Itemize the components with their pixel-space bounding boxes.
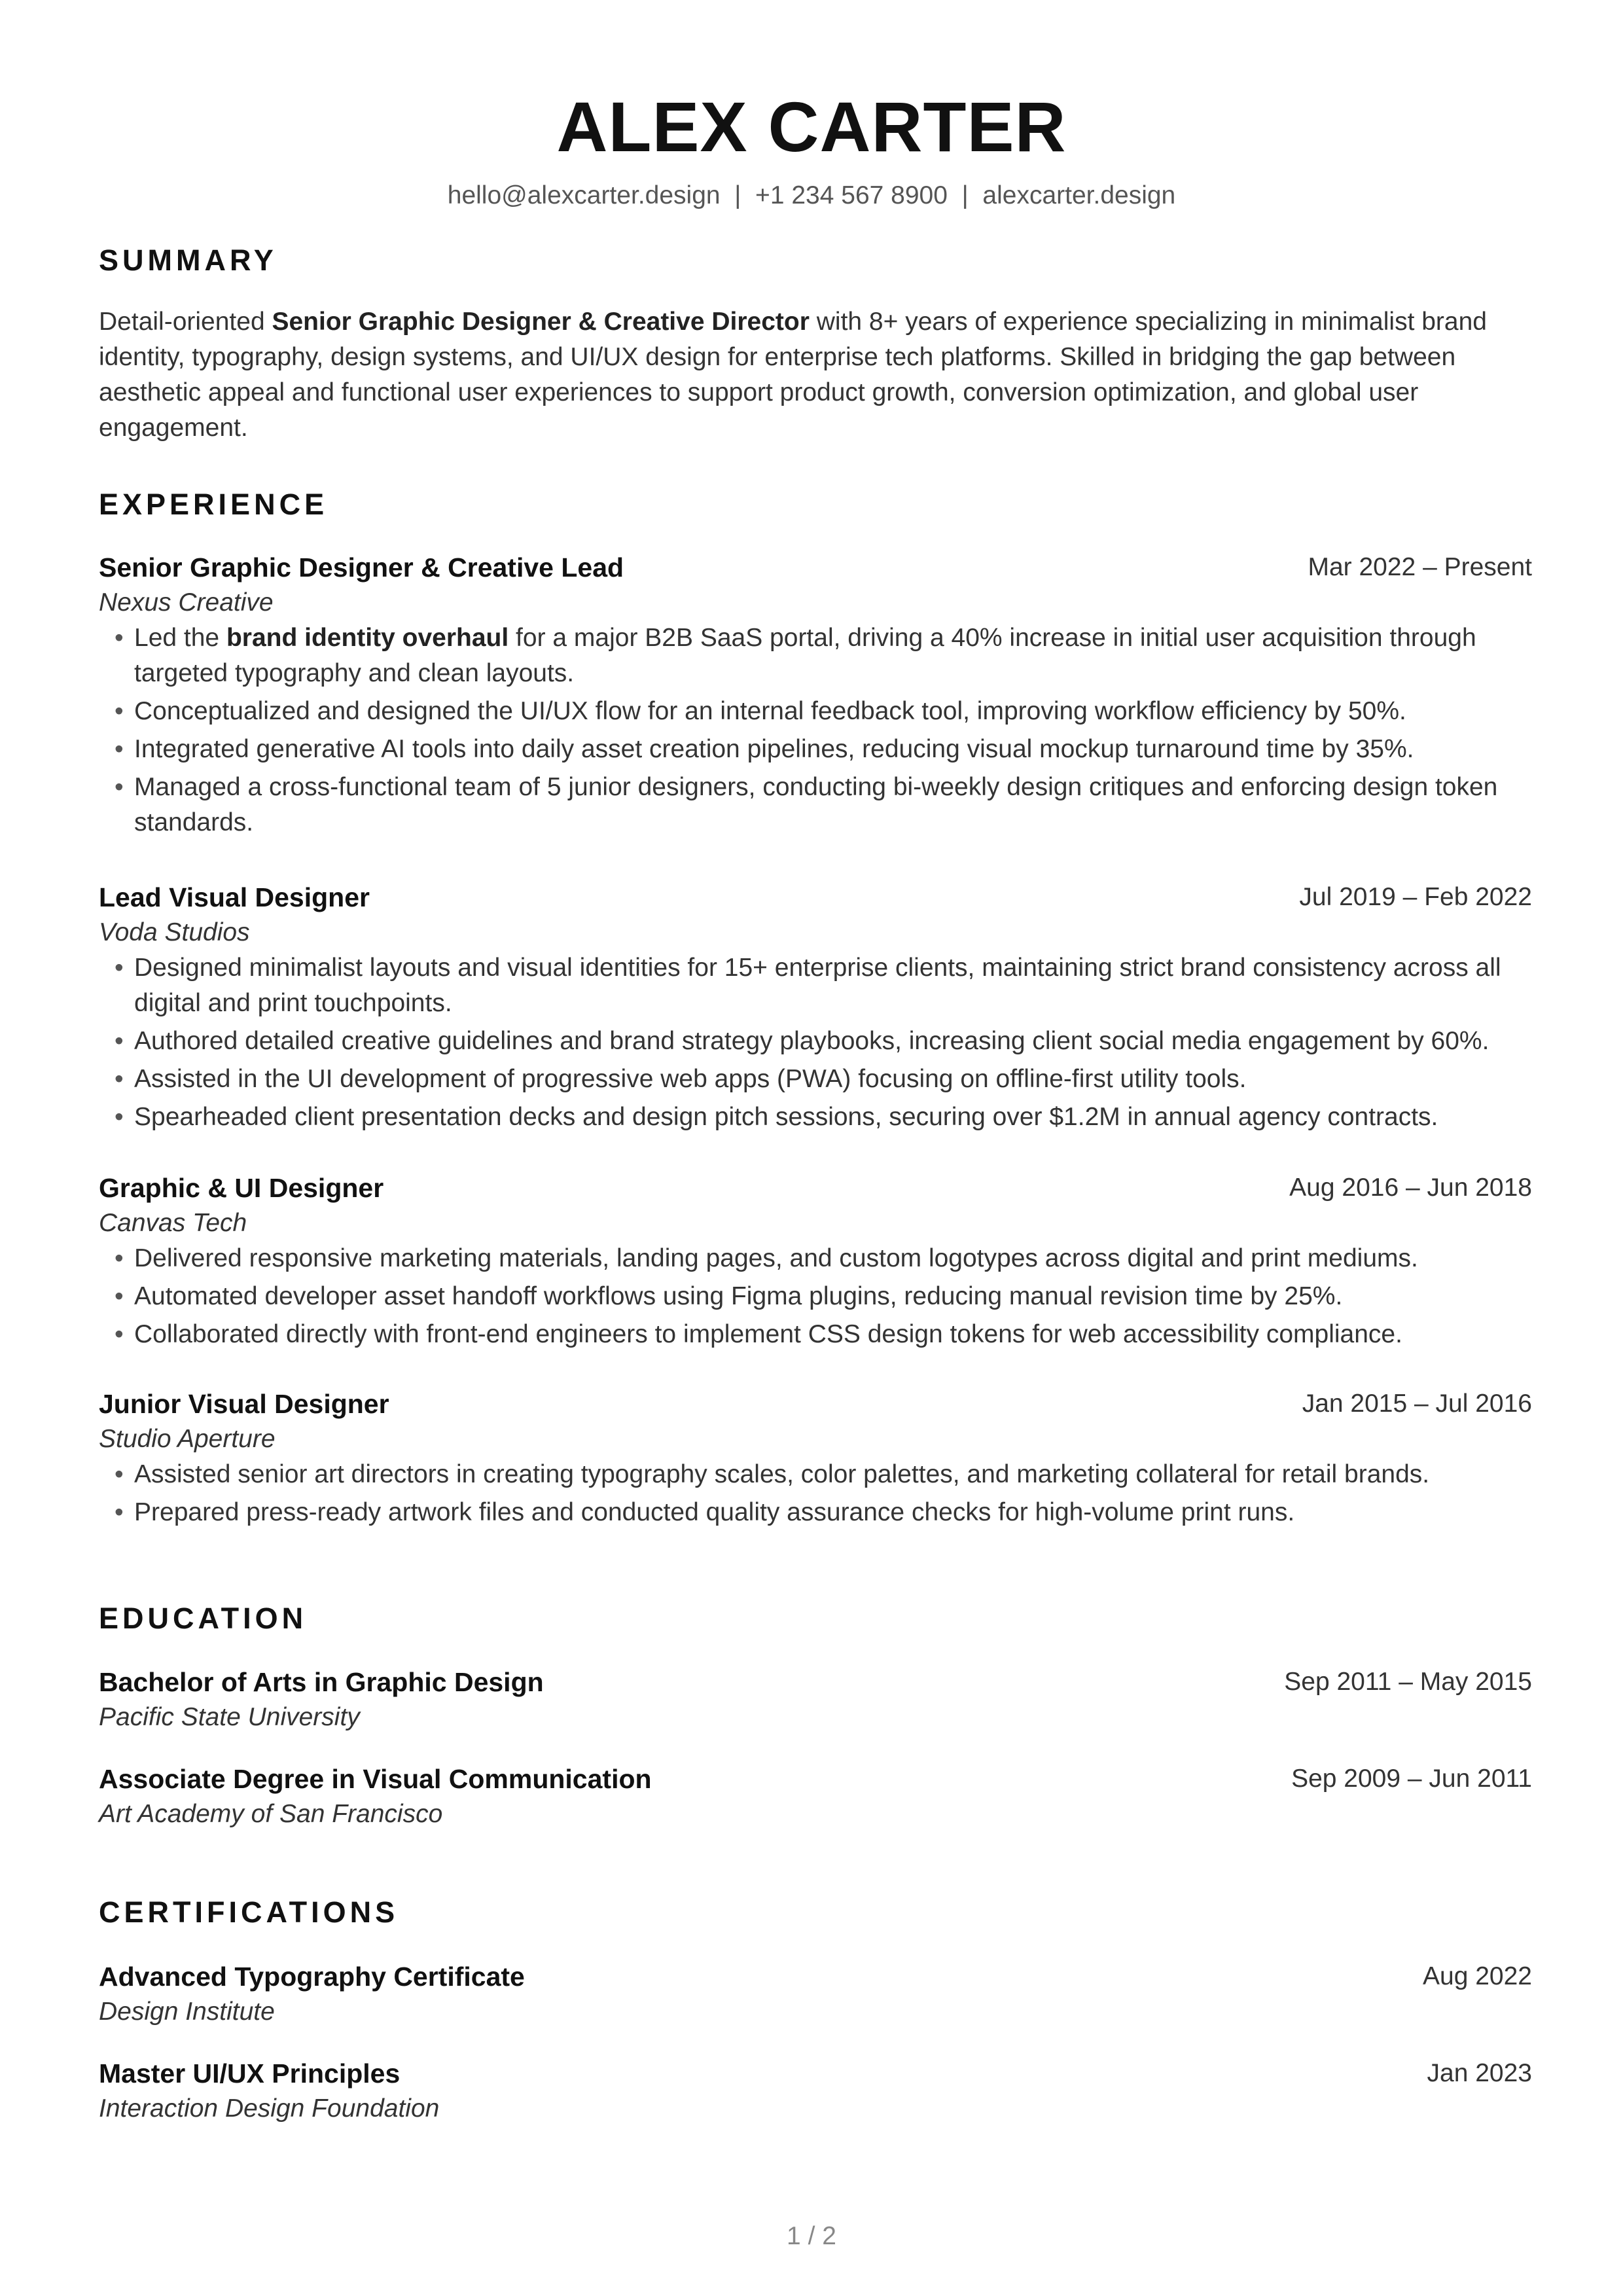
bullet-item (99, 1241, 1532, 1276)
certification-title: Master UI/UX Principles (99, 2058, 401, 2089)
bullet-icon: • (115, 1244, 124, 1272)
bullet-text: Delivered responsive marketing materials, landing pages, and custom logotypes across digital and print mediums. (134, 1244, 1418, 1272)
bullet-item (99, 770, 1532, 840)
experience-entry (99, 880, 1532, 1138)
job-title: Senior Graphic Designer & Creative Lead (99, 552, 624, 583)
bullet-text: Assisted in the UI development of progressive web apps (PWA) focusing on offline-first utility tools. (134, 1065, 1247, 1093)
bullet-text: Managed a cross-functional team of 5 junior designers, conducting bi-weekly design critiques and enforcing design token standards. (134, 773, 1498, 836)
bullet-text: Collaborated directly with front-end engineers to implement CSS design tokens for web accessibility compliance. (134, 1320, 1402, 1348)
candidate-name: ALEX CARTER (556, 87, 1067, 166)
company-name: Canvas Tech (99, 1209, 247, 1237)
certification-entry (99, 2056, 1532, 2126)
bullet-icon: • (115, 624, 124, 652)
bullet-text: Assisted senior art directors in creating typography scales, color palettes, and marketing collateral for retail brands. (134, 1460, 1430, 1488)
bullet-icon: • (115, 1065, 124, 1093)
bullet-icon: • (115, 1460, 124, 1488)
certification-title: Advanced Typography Certificate (99, 1962, 525, 1992)
bullet-item (99, 1279, 1532, 1314)
bullet-text: Designed minimalist layouts and visual identities for 15+ enterprise clients, maintaining strict brand consistency across all digital and print touchpoints. (134, 954, 1501, 1017)
experience-entry (99, 550, 1532, 843)
section-heading-experience: EXPERIENCE (99, 488, 329, 521)
certification-date: Aug 2022 (1423, 1962, 1532, 1990)
experience-entry (99, 1170, 1532, 1355)
summary-text-bold: Senior Graphic Designer & Creative Director (272, 308, 810, 336)
degree-title: Bachelor of Arts in Graphic Design (99, 1667, 544, 1697)
institution-name: Pacific State University (99, 1703, 360, 1731)
bullet-item (99, 1317, 1532, 1352)
bullet-item (99, 732, 1532, 767)
bullet-icon: • (115, 1027, 124, 1055)
certification-date: Jan 2023 (1427, 2059, 1532, 2087)
bullet-item (99, 1024, 1532, 1059)
bullet-list (99, 950, 1532, 1135)
bullet-text: Automated developer asset handoff workflows using Figma plugins, reducing manual revision time by 25%. (134, 1282, 1343, 1310)
bullet-icon: • (115, 1498, 124, 1526)
issuer-name: Design Institute (99, 1998, 275, 2026)
bullet-text-end: for a major B2B SaaS portal, driving a 40% increase in initial user acquisition through targeted typography and clean layouts. (134, 624, 1476, 687)
experience-entry (99, 1386, 1532, 1533)
job-date: Jul 2019 – Feb 2022 (1299, 883, 1532, 911)
institution-name: Art Academy of San Francisco (99, 1800, 443, 1828)
education-date: Sep 2009 – Jun 2011 (1291, 1765, 1532, 1793)
contact-line: hello@alexcarter.design | +1 234 567 8900 | alexcarter.design (447, 181, 1176, 209)
degree-title: Associate Degree in Visual Communication (99, 1764, 652, 1794)
summary-paragraph (99, 304, 1532, 446)
company-name: Nexus Creative (99, 588, 274, 617)
bullet-icon: • (115, 773, 124, 801)
bullet-icon: • (115, 954, 124, 982)
job-title: Graphic & UI Designer (99, 1173, 384, 1203)
bullet-icon: • (115, 735, 124, 763)
bullet-text: Conceptualized and designed the UI/UX flow for an internal feedback tool, improving workflow efficiency by 50%. (134, 697, 1406, 725)
bullet-item (99, 694, 1532, 729)
bullet-icon: • (115, 697, 124, 725)
summary-text-start: Detail-oriented (99, 308, 272, 336)
company-name: Studio Aperture (99, 1425, 276, 1453)
bullet-text-start: Led the (134, 624, 226, 652)
bullet-list (99, 1241, 1532, 1352)
job-title: Lead Visual Designer (99, 882, 370, 912)
bullet-text: Authored detailed creative guidelines and brand strategy playbooks, increasing client social media engagement by 60%. (134, 1027, 1489, 1055)
bullet-icon: • (115, 1320, 124, 1348)
section-heading-summary: SUMMARY (99, 243, 277, 277)
section-heading-education: EDUCATION (99, 1602, 308, 1635)
certification-entry (99, 1959, 1532, 2030)
bullet-item (99, 950, 1532, 1021)
job-date: Jan 2015 – Jul 2016 (1302, 1390, 1532, 1418)
bullet-icon: • (115, 1103, 124, 1131)
bullet-text-bold: brand identity overhaul (226, 624, 509, 652)
education-entry (99, 1761, 1532, 1832)
bullet-text: Prepared press-ready artwork files and conducted quality assurance checks for high-volume print runs. (134, 1498, 1295, 1526)
summary-text-end: with 8+ years of experience specializing in minimalist brand identity, typography, design systems, and UI/UX design for enterprise tech platforms. Skilled in bridging the gap between aesthetic appeal and functional user experiences to support product growth, conversion optimization, and global user engagement. (99, 308, 1487, 442)
job-title: Junior Visual Designer (99, 1389, 389, 1419)
education-date: Sep 2011 – May 2015 (1284, 1668, 1532, 1696)
bullet-item (99, 1495, 1532, 1530)
bullet-list (99, 620, 1532, 840)
job-date: Mar 2022 – Present (1308, 553, 1532, 581)
bullet-text: Spearheaded client presentation decks and design pitch sessions, securing over $1.2M in annual agency contracts. (134, 1103, 1438, 1131)
issuer-name: Interaction Design Foundation (99, 2094, 440, 2123)
page-number: 1 / 2 (787, 2222, 836, 2250)
education-entry (99, 1664, 1532, 1735)
bullet-icon: • (115, 1282, 124, 1310)
bullet-item (99, 1100, 1532, 1135)
section-heading-certifications: CERTIFICATIONS (99, 1895, 399, 1929)
bullet-item (99, 1062, 1532, 1097)
bullet-list (99, 1457, 1532, 1530)
job-date: Aug 2016 – Jun 2018 (1289, 1174, 1532, 1202)
company-name: Voda Studios (99, 918, 250, 946)
bullet-item (99, 620, 1532, 691)
bullet-item (99, 1457, 1532, 1492)
bullet-text: Integrated generative AI tools into daily asset creation pipelines, reducing visual mockup turnaround time by 35%. (134, 735, 1414, 763)
